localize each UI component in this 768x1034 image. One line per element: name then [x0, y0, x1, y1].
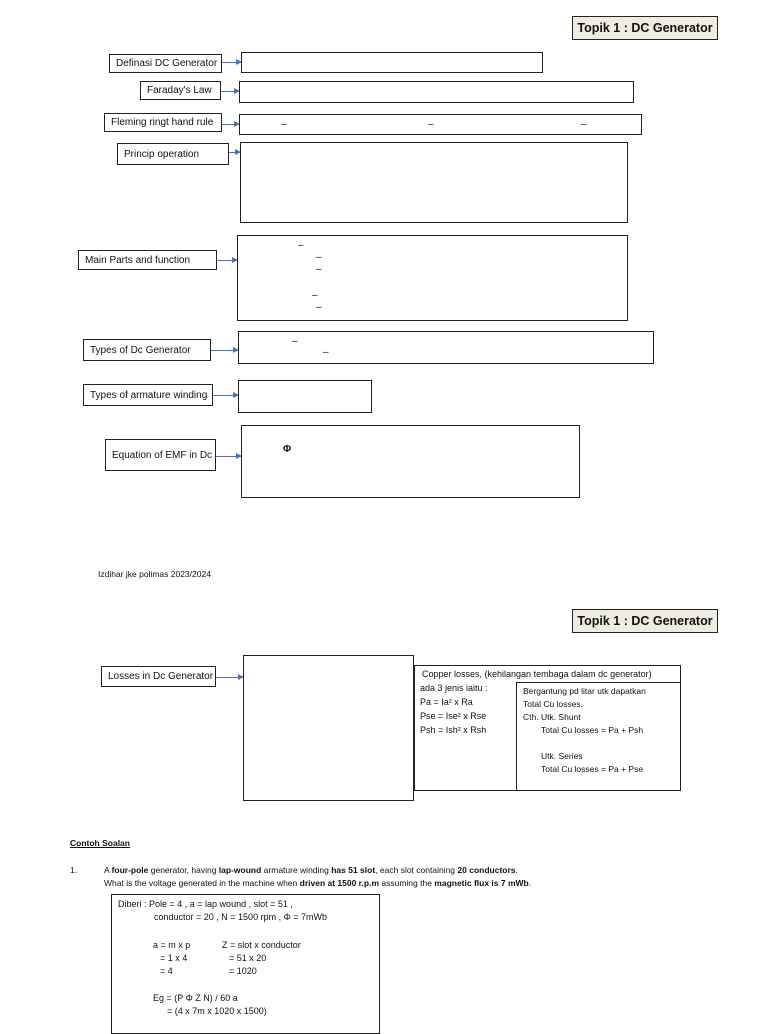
- arrow-icon: [222, 124, 239, 125]
- given-line-2: conductor = 20 , N = 1500 rpm , Φ = 7mWb: [154, 912, 328, 922]
- calc-z-3: = 1020: [229, 966, 257, 976]
- answer-box-main-parts: [237, 235, 628, 321]
- calc-a-1: a = m x p: [153, 940, 191, 950]
- arrow-icon: [222, 62, 241, 63]
- calc-eg-2: = (4 x 7m x 1020 x 1500): [167, 1006, 267, 1016]
- answer-box-definasi: [241, 52, 543, 73]
- bullet-dash: –: [316, 252, 322, 263]
- copper-header: Copper losses, (kehilangan tembaga dalam dc generator): [422, 669, 652, 679]
- copper-intro: ada 3 jenis iaitu :: [420, 683, 488, 693]
- note-line: Total Cu losses = Pa + Psh: [541, 725, 644, 735]
- label-emf-equation: Equation of EMF in Dc: [105, 439, 216, 471]
- formula-psh: Psh = Ish² x Rsh: [420, 725, 487, 735]
- bullet-dash: –: [316, 302, 322, 313]
- question-number: 1.: [70, 865, 78, 875]
- arrow-icon: [213, 395, 238, 396]
- bullet-dash: –: [323, 347, 329, 358]
- phi-symbol: Φ: [283, 444, 292, 455]
- label-types-dc-generator: Types of Dc Generator: [83, 339, 211, 361]
- calc-a-2: = 1 x 4: [160, 953, 188, 963]
- label-princip-operation: Princip operation: [117, 143, 229, 165]
- answer-box-faraday: [239, 81, 634, 103]
- calc-eg-1: Eg = (P Φ Z N) / 60 a: [153, 993, 238, 1003]
- bullet-dash: –: [312, 290, 318, 301]
- example-heading: Contoh Soalan: [70, 838, 130, 848]
- label-types-armature-winding: Types of armature winding: [83, 384, 213, 406]
- bullet-dash: –: [581, 119, 587, 130]
- given-line-1: Diberi : Pole = 4 , a = lap wound , slot = 51 ,: [118, 899, 293, 909]
- formula-pa: Pa = Ia² x Ra: [420, 697, 473, 707]
- calc-z-1: Z = slot x conductor: [222, 940, 301, 950]
- answer-box-princip: [240, 142, 628, 223]
- bullet-dash: –: [298, 240, 304, 251]
- topic-title: Topik 1 : DC Generator: [572, 16, 718, 40]
- label-fleming-rule: Fleming ringt hand rule: [104, 113, 222, 132]
- answer-box-losses: [243, 655, 414, 801]
- answer-box-fleming: [239, 114, 642, 135]
- note-line: Bergantung pd litar utk dapatkan: [523, 686, 646, 696]
- note-line: Cth. Utk. Shunt: [523, 712, 581, 722]
- note-line: Total Cu losses = Pa + Pse: [541, 764, 644, 774]
- topic-title-2: Topik 1 : DC Generator: [572, 609, 718, 633]
- arrow-icon: [211, 350, 238, 351]
- note-line: Utk. Series: [541, 751, 583, 761]
- calc-a-3: = 4: [160, 966, 173, 976]
- bullet-dash: –: [316, 264, 322, 275]
- arrow-icon: [217, 260, 237, 261]
- bullet-dash: –: [428, 119, 434, 130]
- solution-box: [111, 894, 380, 1034]
- question-line-1: A four-pole generator, having lap-wound armature winding has 51 slot, each slot containing 20 conductors.: [104, 865, 518, 875]
- answer-box-types-generator: [238, 331, 654, 364]
- arrow-icon: [221, 91, 239, 92]
- label-losses: Losses in Dc Generator: [101, 666, 216, 687]
- bullet-dash: –: [281, 119, 287, 130]
- calc-z-2: = 51 x 20: [229, 953, 267, 963]
- question-line-2: What is the voltage generated in the machine when driven at 1500 r.p.m assuming the magnetic flux is 7 mWb.: [104, 878, 532, 888]
- formula-pse: Pse = Ise² x Rse: [420, 711, 487, 721]
- answer-box-armature-winding: [238, 380, 372, 413]
- label-definasi-dc-generator: Definasi DC Generator: [109, 54, 222, 73]
- cu-losses-notes-box: [516, 682, 681, 791]
- answer-box-emf: [241, 425, 580, 498]
- arrow-icon: [216, 677, 243, 678]
- arrow-icon: [216, 456, 241, 457]
- note-line: Total Cu losses.: [523, 699, 583, 709]
- footer-text: Izdihar jke polimas 2023/2024: [98, 569, 211, 579]
- bullet-dash: –: [292, 336, 298, 347]
- arrow-icon: [229, 152, 240, 153]
- label-faradays-law: Faraday's Law: [140, 81, 221, 100]
- label-main-parts: Main Parts and function: [78, 250, 217, 270]
